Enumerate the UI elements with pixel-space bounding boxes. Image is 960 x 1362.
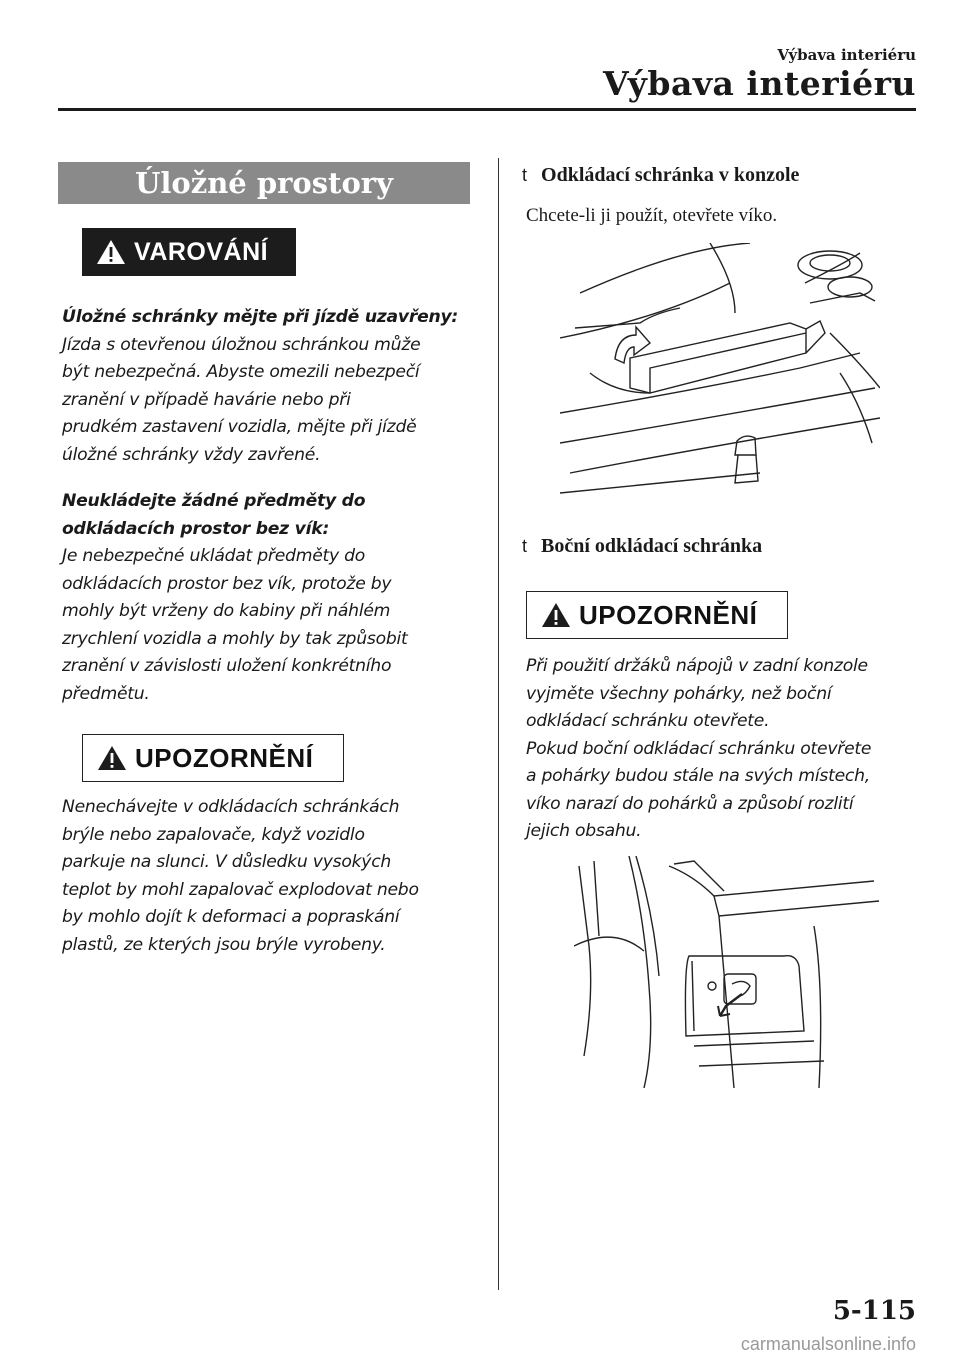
warning-banner bbox=[82, 228, 296, 276]
warning-2-line: předmětu. bbox=[62, 683, 150, 704]
side-box-heading bbox=[522, 535, 762, 558]
section-title: Úložné prostory bbox=[58, 162, 470, 204]
warning-2-title: Neukládejte žádné předměty do bbox=[62, 491, 366, 511]
warning-2-line: mohly být vrženy do kabiny při náhlém bbox=[62, 601, 391, 621]
caution-triangle-icon bbox=[97, 744, 127, 772]
side-caution-line: vyjměte všechny pohárky, než boční bbox=[526, 683, 832, 704]
side-heading-text: Boční odkládací schránka bbox=[541, 535, 763, 557]
warning-2-line: zranění v závislosti uložení konkrétního bbox=[62, 656, 392, 676]
column-divider bbox=[498, 158, 499, 1290]
footer-watermark: carmanualsonline.info bbox=[740, 1334, 916, 1354]
side-caution-line: Při použití držáků nápojů v zadní konzole bbox=[526, 656, 868, 676]
caution-banner bbox=[82, 734, 344, 782]
warning-2-line: odkládacích prostor bez vík, protože by bbox=[62, 573, 392, 594]
side-caution-text bbox=[526, 653, 926, 846]
console-illustration-drawing bbox=[560, 243, 880, 516]
warning-1-line: úložné schránky vždy zavřené. bbox=[62, 444, 321, 465]
warning-2-line: Je nebezpečné ukládat předměty do bbox=[62, 546, 366, 566]
warning-1 bbox=[62, 304, 482, 469]
caution-triangle-icon bbox=[541, 601, 571, 629]
warning-1-line: prudkém zastavení vozidla, mějte při jízdě bbox=[62, 417, 417, 437]
console-box-illustration bbox=[560, 243, 880, 516]
side-caution-label: UPOZORNĚNÍ bbox=[579, 599, 758, 630]
side-caution-banner bbox=[526, 591, 788, 639]
warning-1-line: Jízda s otevřenou úložnou schránkou může bbox=[62, 334, 421, 355]
side-caution-line: víko narazí do pohárků a způsobí rozlití bbox=[526, 793, 854, 814]
page-number: 5-115 bbox=[832, 1296, 916, 1326]
warning-2-title: odkládacích prostor bez vík: bbox=[62, 518, 330, 539]
running-header-small: Výbava interiéru bbox=[777, 46, 916, 64]
side-caution-line: jejich obsahu. bbox=[526, 821, 642, 841]
caution-line: brýle nebo zapalovače, když vozidlo bbox=[62, 824, 365, 845]
warning-label: VAROVÁNÍ bbox=[134, 237, 269, 266]
caution-line: plastů, ze kterých jsou brýle vyrobeny. bbox=[62, 934, 386, 955]
bullet-marker: t bbox=[522, 536, 528, 556]
caution-label: UPOZORNĚNÍ bbox=[135, 742, 314, 773]
caution-text bbox=[62, 794, 482, 959]
running-header-title: Výbava interiéru bbox=[602, 64, 916, 103]
caution-line: parkuje na slunci. V důsledku vysokých bbox=[62, 852, 392, 872]
side-caution-line: a pohárky budou stále na svých místech, bbox=[526, 766, 870, 786]
side-box-illustration bbox=[574, 856, 884, 1088]
bullet-marker: t bbox=[522, 165, 528, 185]
side-caution-line: Pokud boční odkládací schránku otevřete bbox=[526, 738, 872, 759]
warning-2-line: zrychlení vozidla a mohly by tak způsobit bbox=[62, 628, 408, 649]
side-caution-line: odkládací schránku otevřete. bbox=[526, 711, 770, 731]
warning-1-line: být nebezpečná. Abyste omezili nebezpečí bbox=[62, 362, 420, 382]
warning-2 bbox=[62, 488, 482, 708]
warning-1-title: Úložné schránky mějte při jízdě uzavřeny: bbox=[62, 307, 459, 327]
side-illustration-drawing bbox=[574, 856, 884, 1088]
warning-triangle-icon bbox=[96, 238, 126, 266]
warning-1-line: zranění v případě havárie nebo při bbox=[62, 389, 351, 410]
caution-line: teplot by mohl zapalovač explodovat nebo bbox=[62, 879, 419, 900]
caution-line: Nenechávejte v odkládacích schránkách bbox=[62, 797, 400, 817]
console-box-heading bbox=[522, 164, 799, 187]
console-heading-text: Odkládací schránka v konzole bbox=[541, 164, 800, 186]
caution-line: by mohlo dojít k deformaci a popraskání bbox=[62, 907, 400, 927]
header-rule bbox=[58, 108, 916, 111]
console-instruction: Chcete-li ji použít, otevřete víko. bbox=[526, 205, 778, 226]
